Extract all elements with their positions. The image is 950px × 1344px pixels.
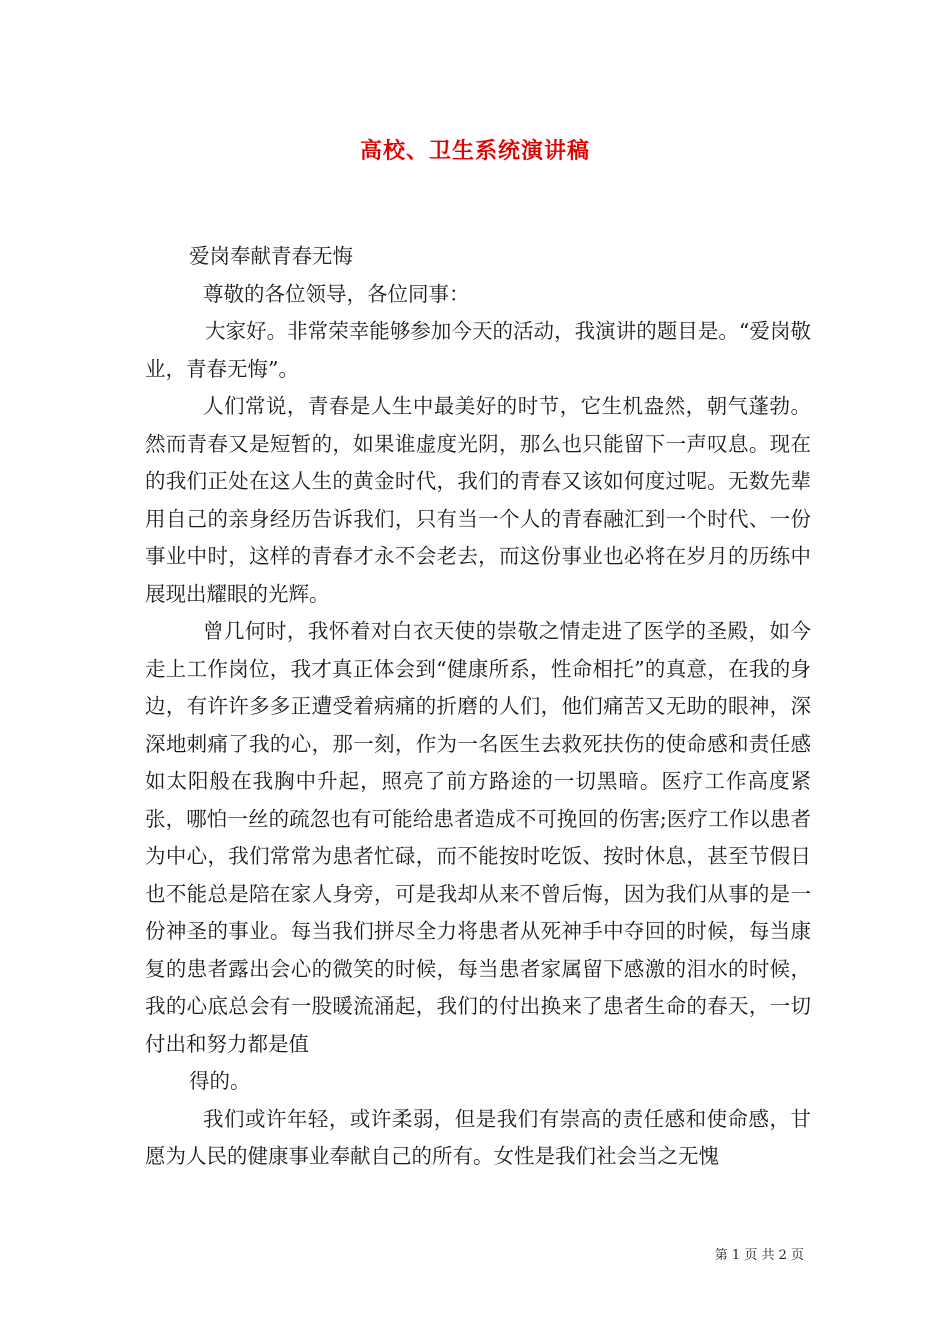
- document-title: 高校、卫生系统演讲稿: [359, 138, 590, 164]
- paragraph-medical: 曾几何时，我怀着对白衣天使的崇敬之情走进了医学的圣殿，如今走上工作岗位，我才真正体会到“健康所系，性命相托”的真意，在我的身边，有许许多多正遭受着病痛的折磨的人们，他们痛苦又无助的眼神，深深地刺痛了我的心，那一刻，作为一名医生去救死扶伤的使命感和责任感如太阳般在我胸中升起，照亮了前方路途的一切黑暗。医疗工作高度紧张，哪怕一丝的疏忽也有可能给患者造成不可挽回的伤害;医疗工作以患者为中心，我们常常为患者忙碌，而不能按时吃饭、按时休息，甚至节假日也不能总是陪在家人身旁，可是我却从来不曾后悔，因为我们从事的是一份神圣的事业。每当我们拼尽全力将患者从死神手中夺回的时候，每当康复的患者露出会心的微笑的时候，每当患者家属留下感激的泪水的时候，我的心底总会有一股暖流涌起，我们的付出换来了患者生命的春天，一切付出和努力都是值: [145, 619, 811, 1056]
- paragraph-dedication: 我们或许年轻，或许柔弱，但是我们有崇高的责任感和使命感，甘愿为人民的健康事业奉献自己的所有。女性是我们社会当之无愧: [145, 1106, 811, 1168]
- paragraph-worth: 得的。: [189, 1069, 251, 1093]
- document-body: [145, 238, 811, 1176]
- paragraph-salutation: 尊敬的各位领导，各位同事：: [203, 281, 470, 306]
- page-number: 第 1 页 共 2 页: [714, 1248, 804, 1263]
- paragraph-youth: 人们常说，青春是人生中最美好的时节，它生机盎然，朝气蓬勃。然而青春又是短暂的，如果谁虚度光阴，那么也只能留下一声叹息。现在的我们正处在这人生的黄金时代，我们的青春又该如何度过呢。无数先辈用自己的亲身经历告诉我们，只有当一个人的青春融汇到一个时代、一份事业中时，这样的青春才永不会老去，而这份事业也必将在岁月的历练中展现出耀眼的光辉。: [145, 394, 811, 606]
- paragraph-subtitle: 爱岗奉献青春无悔: [189, 244, 353, 268]
- paragraph-greeting: 大家好。非常荣幸能够参加今天的活动，我演讲的题目是。“爱岗敬业，青春无悔”。: [145, 319, 811, 381]
